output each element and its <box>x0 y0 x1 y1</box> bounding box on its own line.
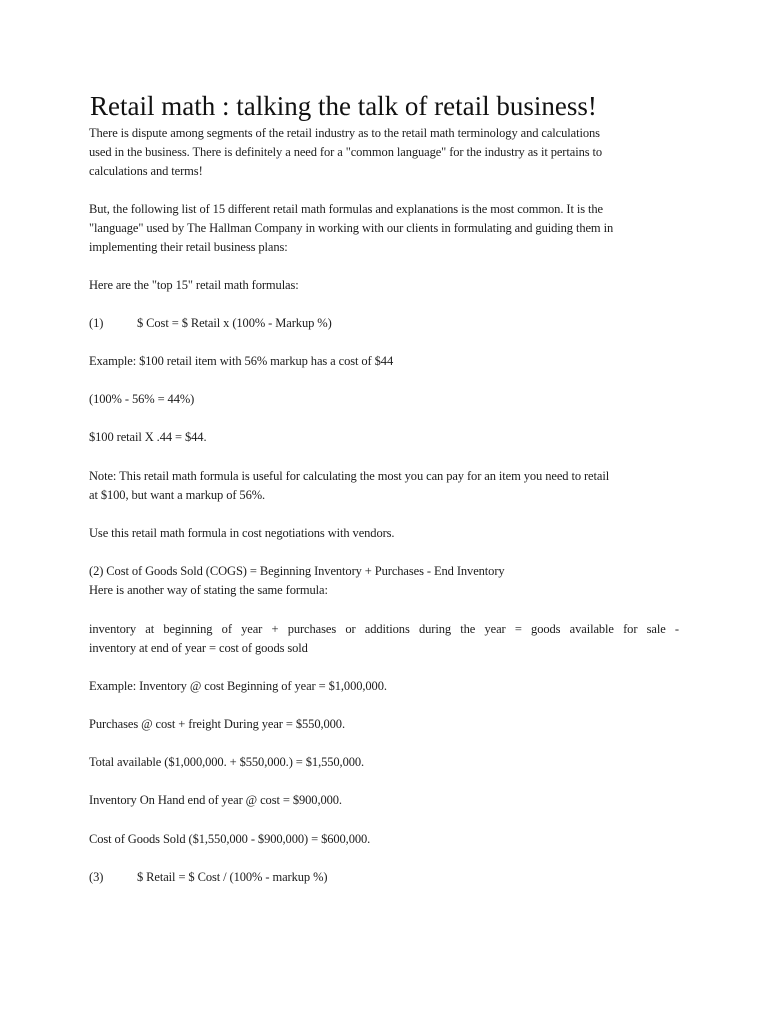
formula-2-on-hand: Inventory On Hand end of year @ cost = $900,000. <box>89 793 342 807</box>
intro-line-2: used in the business. There is definitely a need for a "common language" for the industry as it pertains to <box>89 145 603 159</box>
formula-2-alt-intro: Here is another way of stating the same formula: <box>89 583 328 597</box>
list-intro-line-2: "language" used by The Hallman Company in working with our clients in formulating and guiding them in <box>89 221 614 235</box>
formula-2-heading: (2) Cost of Goods Sold (COGS) = Beginning Inventory + Purchases - End Inventory <box>89 564 505 578</box>
formula-2-alt-line-1: inventory at beginning of year + purchases or additions during the year = goods available for sale - <box>89 622 679 636</box>
formula-1-number: (1) <box>89 316 104 330</box>
formula-1-step-1: (100% - 56% = 44%) <box>89 392 195 406</box>
intro-line-1: There is dispute among segments of the retail industry as to the retail math terminology and calculations <box>89 126 600 140</box>
formula-1 <box>89 314 689 333</box>
formula-1-note-line-2: at $100, but want a markup of 56%. <box>89 488 266 502</box>
formula-2-purchases: Purchases @ cost + freight During year = $550,000. <box>89 717 345 731</box>
top15-intro: Here are the "top 15" retail math formulas: <box>89 278 299 292</box>
formula-1-example: Example: $100 retail item with 56% markup has a cost of $44 <box>89 354 394 368</box>
formula-2-alt-line-2: inventory at end of year = cost of goods sold <box>89 641 308 655</box>
page-title: Retail math : talking the talk of retail business! <box>90 91 597 121</box>
intro-line-3: calculations and terms! <box>89 164 203 178</box>
formula-2-example: Example: Inventory @ cost Beginning of year = $1,000,000. <box>89 679 387 693</box>
formula-3-number: (3) <box>89 870 104 884</box>
formula-1-note-line-1: Note: This retail math formula is useful for calculating the most you can pay for an item you need to retail <box>89 469 610 483</box>
formula-3 <box>89 868 689 887</box>
formula-2-total: Total available ($1,000,000. + $550,000.) = $1,550,000. <box>89 755 365 769</box>
formula-3-text: $ Retail = $ Cost / (100% - markup %) <box>137 870 328 884</box>
formula-1-use: Use this retail math formula in cost negotiations with vendors. <box>89 526 395 540</box>
formula-1-text: $ Cost = $ Retail x (100% - Markup %) <box>137 316 332 330</box>
list-intro-line-3: implementing their retail business plans: <box>89 240 288 254</box>
list-intro-line-1: But, the following list of 15 different retail math formulas and explanations is the most common. It is the <box>89 202 603 216</box>
formula-2-cogs: Cost of Goods Sold ($1,550,000 - $900,000) = $600,000. <box>89 832 371 846</box>
formula-1-step-2: $100 retail X .44 = $44. <box>89 430 207 444</box>
